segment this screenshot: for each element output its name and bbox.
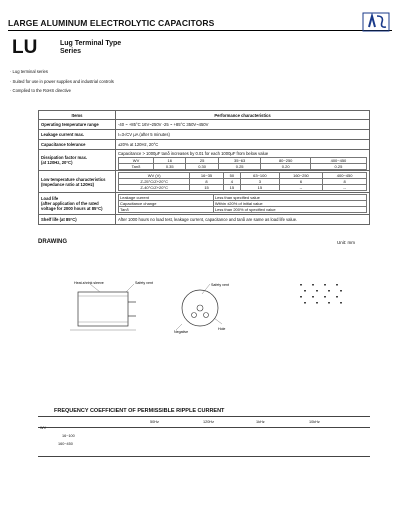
df-cell: 0.25: [310, 164, 366, 170]
ripple-title: FREQUENCY COEFFICIENT OF PERMISSIBLE RIPPLE CURRENT: [54, 408, 225, 414]
ripple-rule: [38, 456, 370, 457]
life-cell: Within ±20% of initial value: [213, 201, 366, 207]
leakage-label: Leakage current max.: [39, 130, 116, 140]
load-life-label: [39, 193, 116, 215]
df-cell: 35~63: [218, 158, 261, 164]
df-cell: 80~250: [261, 158, 310, 164]
series-subtitle: [60, 40, 121, 56]
vent-label-top: Safety vent: [211, 283, 229, 287]
df-label-line: Dissipation factor max.: [41, 155, 88, 160]
spec-table: [38, 110, 370, 225]
drawing-title: DRAWING: [38, 239, 67, 245]
load-life-table: [118, 194, 367, 213]
lt-cell: 8: [323, 179, 367, 185]
feature-item: · Complied to the RoHS directive: [10, 88, 71, 94]
low-temp-label-line: Low temperature characteristics: [41, 176, 106, 182]
sleeve-label: Heat-shrink sleeve: [74, 281, 104, 285]
shelf-life-label: Shelf life (at 85°C): [39, 215, 116, 225]
feature-list: [10, 67, 114, 96]
tolerance-label: Capacitance tolerance: [39, 140, 116, 150]
lt-cell: --: [323, 185, 367, 191]
low-temp-table: [118, 172, 367, 191]
load-life-label-line: (after application of the rated: [41, 201, 99, 206]
df-cell: [116, 150, 370, 171]
life-cell: Tanδ: [119, 207, 214, 213]
df-cell: 0.30: [186, 164, 218, 170]
df-label-line: (at 120Hz, 20°C): [41, 160, 73, 165]
feature-item: · Suited for use in power supplies and industrial controls: [10, 78, 114, 84]
ripple-freq-label: 50Hz: [150, 420, 159, 424]
df-table: [118, 157, 367, 170]
top-view-drawing: [174, 280, 234, 334]
lt-cell: 15: [190, 185, 223, 191]
life-cell: Capacitance change: [119, 201, 214, 207]
lt-cell: 6: [279, 179, 323, 185]
ripple-freq-label: 120Hz: [203, 420, 214, 424]
hole-label: Hole: [218, 327, 226, 331]
tolerance-value: ±20% at 120Hz, 20°C: [116, 140, 370, 150]
low-temp-cell: [116, 171, 370, 193]
ripple-row-label: 160~450: [58, 442, 73, 446]
low-temp-label: [39, 171, 116, 193]
lt-cell: 160~250: [279, 173, 323, 179]
lt-cell: 4: [223, 179, 240, 185]
load-life-label-line: voltage for 2000 hours at 85°C): [41, 206, 103, 211]
performance-header: Performance characteristics: [116, 111, 370, 120]
lt-cell: 15: [241, 185, 280, 191]
df-cell: 0.25: [218, 164, 261, 170]
side-view-drawing: [60, 278, 170, 338]
lt-cell: WV (V): [119, 173, 190, 179]
ripple-rule: [38, 416, 370, 417]
ripple-rule: [38, 427, 370, 428]
life-cell: Less than specified value: [213, 195, 366, 201]
lt-cell: 50: [223, 173, 240, 179]
df-cell: 400~450: [310, 158, 366, 164]
lt-cell: 3: [241, 179, 280, 185]
life-cell: Less than 200% of specified value: [213, 207, 366, 213]
lt-cell: 400~450: [323, 173, 367, 179]
df-cell: 0.35: [154, 164, 186, 170]
ripple-freq-label: 10kHz: [309, 420, 320, 424]
header-rule: [8, 30, 392, 31]
series-code: LU: [12, 37, 38, 58]
lt-cell: 15: [223, 185, 240, 191]
brand-logo-icon: [362, 12, 390, 32]
lt-cell: Z-25°C/Z+20°C: [119, 179, 190, 185]
temp-label: Operating temperature range: [39, 120, 116, 130]
series-word: Series: [60, 48, 82, 55]
leakage-value: I=3√CV μA (after 5 minutes): [116, 130, 370, 140]
df-note: Capacitance > 1000μF tanδ increases by 0.01 for each 1000μF from below value: [118, 151, 269, 156]
df-cell: 16: [154, 158, 186, 164]
lt-cell: --: [279, 185, 323, 191]
df-cell: Tanδ: [119, 164, 154, 170]
polarity-label: Negative: [174, 330, 189, 334]
ripple-freq-label: 1kHz: [256, 420, 265, 424]
lt-cell: 63~100: [241, 173, 280, 179]
ripple-row-label: 16~100: [62, 434, 75, 438]
df-cell: 0.20: [261, 164, 310, 170]
df-label: [39, 150, 116, 171]
vent-label-side: Safety vent: [135, 281, 153, 285]
df-cell: WV: [119, 158, 154, 164]
low-temp-label-line: (Impedance ratio at 120Hz): [41, 181, 95, 187]
temp-value: -40 ~ +85°C 16V~250V -25 ~ +85°C 350V~450V: [116, 120, 370, 130]
lt-cell: 8: [190, 179, 223, 185]
lt-cell: Z-40°C/Z+20°C: [119, 185, 190, 191]
items-header: Items: [39, 111, 116, 120]
shelf-life-value: After 1000 hours no load test, leakage current, capacitance and tanδ are same as load life value.: [116, 215, 370, 225]
lt-cell: 16~35: [190, 173, 223, 179]
unit-label: Unit: mm: [337, 240, 355, 245]
series-type: Lug Terminal Type: [60, 40, 122, 47]
document-title: LARGE ALUMINUM ELECTROLYTIC CAPACITORS: [8, 18, 215, 28]
load-life-label-line: Load life: [41, 196, 59, 201]
feature-item: · Lug terminal series: [10, 69, 48, 74]
ripple-wv-label: WV: [40, 426, 47, 430]
load-life-cell: [116, 193, 370, 215]
dimension-table-graphic: [298, 282, 346, 308]
life-cell: Leakage current: [119, 195, 214, 201]
df-cell: 25: [186, 158, 218, 164]
